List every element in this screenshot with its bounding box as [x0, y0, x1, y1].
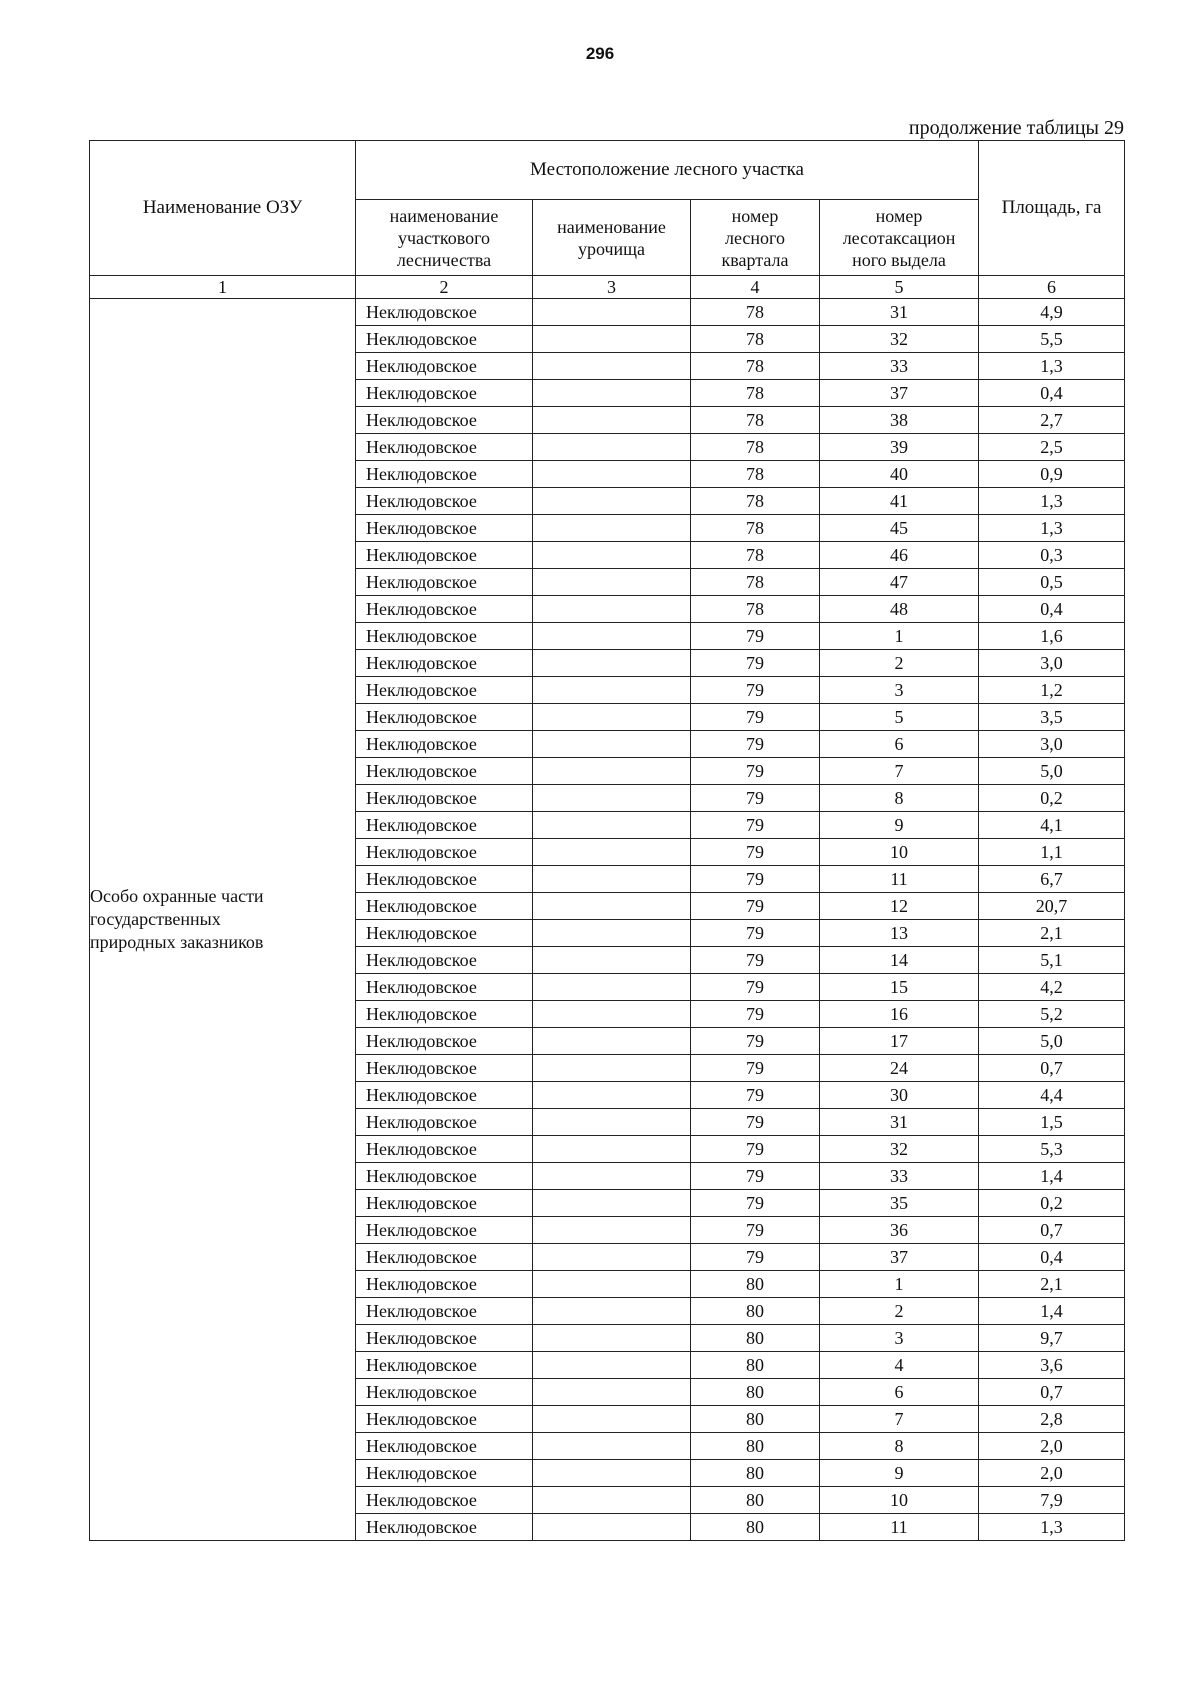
- header-location-group: Местоположение лесного участка: [356, 141, 979, 200]
- tract-cell: [533, 1352, 691, 1379]
- forestry-cell: Неклюдовское: [356, 974, 533, 1001]
- quarter-cell: 78: [691, 596, 820, 623]
- quarter-cell: 79: [691, 677, 820, 704]
- allotment-cell: 2: [820, 1298, 979, 1325]
- area-cell: 1,3: [979, 353, 1125, 380]
- tract-cell: [533, 731, 691, 758]
- header-ozu-name: Наименование ОЗУ: [90, 141, 356, 276]
- forestry-cell: Неклюдовское: [356, 1433, 533, 1460]
- area-cell: 1,3: [979, 515, 1125, 542]
- tract-cell: [533, 542, 691, 569]
- tract-cell: [533, 434, 691, 461]
- tract-cell: [533, 596, 691, 623]
- forestry-cell: Неклюдовское: [356, 1082, 533, 1109]
- allotment-cell: 16: [820, 1001, 979, 1028]
- quarter-cell: 79: [691, 704, 820, 731]
- column-number: 2: [356, 276, 533, 299]
- forestry-cell: Неклюдовское: [356, 1271, 533, 1298]
- forestry-cell: Неклюдовское: [356, 461, 533, 488]
- header-allotment-line: ного выдела: [852, 249, 946, 270]
- allotment-cell: 46: [820, 542, 979, 569]
- quarter-cell: 80: [691, 1352, 820, 1379]
- tract-cell: [533, 380, 691, 407]
- header-allotment-line: номер: [875, 205, 923, 226]
- tract-cell: [533, 866, 691, 893]
- forestry-cell: Неклюдовское: [356, 569, 533, 596]
- quarter-cell: 79: [691, 866, 820, 893]
- allotment-cell: 45: [820, 515, 979, 542]
- allotment-cell: 35: [820, 1190, 979, 1217]
- tract-cell: [533, 623, 691, 650]
- allotment-cell: 15: [820, 974, 979, 1001]
- header-quarter-line: квартала: [721, 249, 789, 270]
- tract-cell: [533, 299, 691, 326]
- area-cell: 5,2: [979, 1001, 1125, 1028]
- forestry-cell: Неклюдовское: [356, 893, 533, 920]
- quarter-cell: 78: [691, 434, 820, 461]
- forestry-cell: Неклюдовское: [356, 758, 533, 785]
- forestry-cell: Неклюдовское: [356, 866, 533, 893]
- area-cell: 1,5: [979, 1109, 1125, 1136]
- header-quarter: [691, 200, 820, 276]
- forestry-cell: Неклюдовское: [356, 1001, 533, 1028]
- ozu-name-line: природных заказников: [90, 932, 264, 952]
- area-cell: 2,8: [979, 1406, 1125, 1433]
- allotment-cell: 32: [820, 326, 979, 353]
- tract-cell: [533, 1055, 691, 1082]
- forestry-cell: Неклюдовское: [356, 515, 533, 542]
- area-cell: 5,1: [979, 947, 1125, 974]
- tract-cell: [533, 1433, 691, 1460]
- quarter-cell: 79: [691, 1217, 820, 1244]
- quarter-cell: 80: [691, 1298, 820, 1325]
- allotment-cell: 14: [820, 947, 979, 974]
- forestry-cell: Неклюдовское: [356, 353, 533, 380]
- forestry-cell: Неклюдовское: [356, 947, 533, 974]
- forestry-cell: Неклюдовское: [356, 704, 533, 731]
- forestry-cell: Неклюдовское: [356, 542, 533, 569]
- tract-cell: [533, 1028, 691, 1055]
- area-cell: 4,1: [979, 812, 1125, 839]
- quarter-cell: 79: [691, 1244, 820, 1271]
- quarter-cell: 78: [691, 569, 820, 596]
- tract-cell: [533, 758, 691, 785]
- table-body: [90, 299, 1125, 1541]
- allotment-cell: 31: [820, 1109, 979, 1136]
- forestry-cell: Неклюдовское: [356, 1190, 533, 1217]
- area-cell: 3,0: [979, 731, 1125, 758]
- allotment-cell: 31: [820, 299, 979, 326]
- tract-cell: [533, 920, 691, 947]
- area-cell: 3,5: [979, 704, 1125, 731]
- allotment-cell: 8: [820, 785, 979, 812]
- quarter-cell: 79: [691, 1082, 820, 1109]
- tract-cell: [533, 893, 691, 920]
- quarter-cell: 78: [691, 299, 820, 326]
- tract-cell: [533, 1190, 691, 1217]
- header-allotment-line: лесотаксацион: [842, 227, 956, 248]
- tract-cell: [533, 353, 691, 380]
- tract-cell: [533, 1325, 691, 1352]
- forestry-cell: Неклюдовское: [356, 488, 533, 515]
- forestry-cell: Неклюдовское: [356, 623, 533, 650]
- quarter-cell: 79: [691, 1055, 820, 1082]
- quarter-cell: 79: [691, 947, 820, 974]
- quarter-cell: 80: [691, 1379, 820, 1406]
- tract-cell: [533, 1406, 691, 1433]
- tract-cell: [533, 785, 691, 812]
- column-number: 1: [90, 276, 356, 299]
- area-cell: 0,7: [979, 1379, 1125, 1406]
- tract-cell: [533, 1082, 691, 1109]
- forestry-cell: Неклюдовское: [356, 839, 533, 866]
- allotment-cell: 32: [820, 1136, 979, 1163]
- quarter-cell: 79: [691, 839, 820, 866]
- forestry-cell: Неклюдовское: [356, 434, 533, 461]
- allotment-cell: 11: [820, 1514, 979, 1541]
- forestry-cell: Неклюдовское: [356, 299, 533, 326]
- forestry-cell: Неклюдовское: [356, 1460, 533, 1487]
- allotment-cell: 39: [820, 434, 979, 461]
- column-number: 5: [820, 276, 979, 299]
- quarter-cell: 80: [691, 1487, 820, 1514]
- allotment-cell: 7: [820, 1406, 979, 1433]
- forestry-cell: Неклюдовское: [356, 1406, 533, 1433]
- header-area: Площадь, га: [979, 141, 1125, 276]
- tract-cell: [533, 1271, 691, 1298]
- area-cell: 0,9: [979, 461, 1125, 488]
- allotment-cell: 8: [820, 1433, 979, 1460]
- tract-cell: [533, 1217, 691, 1244]
- forestry-cell: Неклюдовское: [356, 1298, 533, 1325]
- area-cell: 4,4: [979, 1082, 1125, 1109]
- tract-cell: [533, 1109, 691, 1136]
- allotment-cell: 48: [820, 596, 979, 623]
- page-number: 296: [585, 44, 615, 63]
- tract-cell: [533, 974, 691, 1001]
- allotment-cell: 30: [820, 1082, 979, 1109]
- quarter-cell: 78: [691, 488, 820, 515]
- quarter-cell: 80: [691, 1271, 820, 1298]
- area-cell: 4,2: [979, 974, 1125, 1001]
- tract-cell: [533, 650, 691, 677]
- allotment-cell: 6: [820, 1379, 979, 1406]
- allotment-cell: 3: [820, 1325, 979, 1352]
- quarter-cell: 79: [691, 1001, 820, 1028]
- tract-cell: [533, 677, 691, 704]
- area-cell: 3,6: [979, 1352, 1125, 1379]
- forestry-cell: Неклюдовское: [356, 596, 533, 623]
- forestry-cell: Неклюдовское: [356, 1352, 533, 1379]
- allotment-cell: 24: [820, 1055, 979, 1082]
- area-cell: 1,6: [979, 623, 1125, 650]
- area-cell: 5,5: [979, 326, 1125, 353]
- allotment-cell: 4: [820, 1352, 979, 1379]
- quarter-cell: 79: [691, 731, 820, 758]
- table-row: [90, 299, 1125, 326]
- allotment-cell: 1: [820, 623, 979, 650]
- allotment-cell: 9: [820, 1460, 979, 1487]
- column-number-row: [90, 276, 1125, 299]
- ozu-name-line: Особо охранные части: [90, 886, 264, 906]
- tract-cell: [533, 461, 691, 488]
- area-cell: 0,4: [979, 596, 1125, 623]
- area-cell: 0,7: [979, 1055, 1125, 1082]
- area-cell: 2,5: [979, 434, 1125, 461]
- forestry-cell: Неклюдовское: [356, 380, 533, 407]
- forestry-cell: Неклюдовское: [356, 650, 533, 677]
- tract-cell: [533, 326, 691, 353]
- header-forestry-line: лесничества: [396, 249, 492, 270]
- allotment-cell: 13: [820, 920, 979, 947]
- tract-cell: [533, 1460, 691, 1487]
- allotment-cell: 3: [820, 677, 979, 704]
- area-cell: 0,2: [979, 785, 1125, 812]
- tract-cell: [533, 407, 691, 434]
- forestry-cell: Неклюдовское: [356, 920, 533, 947]
- area-cell: 2,1: [979, 920, 1125, 947]
- forestry-cell: Неклюдовское: [356, 677, 533, 704]
- area-cell: 1,4: [979, 1298, 1125, 1325]
- quarter-cell: 78: [691, 353, 820, 380]
- allotment-cell: 38: [820, 407, 979, 434]
- allotment-cell: 37: [820, 380, 979, 407]
- area-cell: 6,7: [979, 866, 1125, 893]
- allotment-cell: 33: [820, 353, 979, 380]
- forestry-cell: Неклюдовское: [356, 1514, 533, 1541]
- allotment-cell: 40: [820, 461, 979, 488]
- tract-cell: [533, 1136, 691, 1163]
- area-cell: 2,0: [979, 1460, 1125, 1487]
- allotment-cell: 11: [820, 866, 979, 893]
- quarter-cell: 80: [691, 1325, 820, 1352]
- allotment-cell: 37: [820, 1244, 979, 1271]
- quarter-cell: 78: [691, 461, 820, 488]
- ozu-name-line: государственных: [90, 909, 221, 929]
- quarter-cell: 80: [691, 1514, 820, 1541]
- header-quarter-line: лесного: [725, 227, 785, 248]
- quarter-cell: 79: [691, 893, 820, 920]
- header-allotment: [820, 200, 979, 276]
- quarter-cell: 79: [691, 623, 820, 650]
- quarter-cell: 78: [691, 407, 820, 434]
- quarter-cell: 79: [691, 785, 820, 812]
- area-cell: 2,1: [979, 1271, 1125, 1298]
- quarter-cell: 78: [691, 326, 820, 353]
- forestry-cell: Неклюдовское: [356, 1244, 533, 1271]
- allotment-cell: 7: [820, 758, 979, 785]
- forestry-cell: Неклюдовское: [356, 1028, 533, 1055]
- quarter-cell: 79: [691, 758, 820, 785]
- forestry-cell: Неклюдовское: [356, 731, 533, 758]
- header-forestry-line: наименование: [389, 205, 499, 226]
- allotment-cell: 10: [820, 1487, 979, 1514]
- tract-cell: [533, 515, 691, 542]
- allotment-cell: 17: [820, 1028, 979, 1055]
- tract-cell: [533, 812, 691, 839]
- header-tract-line: урочища: [577, 238, 646, 259]
- column-number: 3: [533, 276, 691, 299]
- tract-cell: [533, 1244, 691, 1271]
- quarter-cell: 79: [691, 920, 820, 947]
- allotment-cell: 6: [820, 731, 979, 758]
- area-cell: 4,9: [979, 299, 1125, 326]
- area-cell: 1,3: [979, 488, 1125, 515]
- quarter-cell: 79: [691, 1028, 820, 1055]
- header-forestry-line: участкового: [397, 227, 491, 248]
- area-cell: 1,1: [979, 839, 1125, 866]
- tract-cell: [533, 1487, 691, 1514]
- area-cell: 1,2: [979, 677, 1125, 704]
- column-number: 6: [979, 276, 1125, 299]
- forestry-cell: Неклюдовское: [356, 1055, 533, 1082]
- allotment-cell: 47: [820, 569, 979, 596]
- tract-cell: [533, 1163, 691, 1190]
- forestry-cell: Неклюдовское: [356, 1163, 533, 1190]
- tract-cell: [533, 1298, 691, 1325]
- quarter-cell: 79: [691, 974, 820, 1001]
- tract-cell: [533, 839, 691, 866]
- forestry-cell: Неклюдовское: [356, 1217, 533, 1244]
- header-quarter-line: номер: [731, 205, 779, 226]
- ozu-name-cell: [90, 299, 356, 1541]
- forestry-cell: Неклюдовское: [356, 1109, 533, 1136]
- allotment-cell: 10: [820, 839, 979, 866]
- area-cell: 2,0: [979, 1433, 1125, 1460]
- tract-cell: [533, 947, 691, 974]
- forestry-cell: Неклюдовское: [356, 1379, 533, 1406]
- quarter-cell: 80: [691, 1433, 820, 1460]
- area-cell: 5,0: [979, 758, 1125, 785]
- tract-cell: [533, 569, 691, 596]
- ozu-table: [89, 140, 1125, 1541]
- allotment-cell: 5: [820, 704, 979, 731]
- tract-cell: [533, 1514, 691, 1541]
- quarter-cell: 78: [691, 542, 820, 569]
- area-cell: 9,7: [979, 1325, 1125, 1352]
- forestry-cell: Неклюдовское: [356, 1325, 533, 1352]
- allotment-cell: 2: [820, 650, 979, 677]
- quarter-cell: 79: [691, 1136, 820, 1163]
- area-cell: 5,0: [979, 1028, 1125, 1055]
- area-cell: 1,4: [979, 1163, 1125, 1190]
- table-continuation-label: продолжение таблицы 29: [908, 117, 1124, 139]
- header-tract: [533, 200, 691, 276]
- quarter-cell: 78: [691, 380, 820, 407]
- area-cell: 5,3: [979, 1136, 1125, 1163]
- forestry-cell: Неклюдовское: [356, 1136, 533, 1163]
- quarter-cell: 78: [691, 515, 820, 542]
- area-cell: 3,0: [979, 650, 1125, 677]
- allotment-cell: 9: [820, 812, 979, 839]
- allotment-cell: 12: [820, 893, 979, 920]
- area-cell: 0,2: [979, 1190, 1125, 1217]
- column-number: 4: [691, 276, 820, 299]
- allotment-cell: 41: [820, 488, 979, 515]
- area-cell: 0,4: [979, 1244, 1125, 1271]
- forestry-cell: Неклюдовское: [356, 785, 533, 812]
- header-forestry: [356, 200, 533, 276]
- forestry-cell: Неклюдовское: [356, 812, 533, 839]
- forestry-cell: Неклюдовское: [356, 407, 533, 434]
- quarter-cell: 80: [691, 1460, 820, 1487]
- tract-cell: [533, 1379, 691, 1406]
- allotment-cell: 1: [820, 1271, 979, 1298]
- area-cell: 0,3: [979, 542, 1125, 569]
- area-cell: 1,3: [979, 1514, 1125, 1541]
- quarter-cell: 79: [691, 1163, 820, 1190]
- quarter-cell: 79: [691, 1190, 820, 1217]
- area-cell: 0,7: [979, 1217, 1125, 1244]
- header-tract-line: наименование: [557, 216, 666, 237]
- area-cell: 7,9: [979, 1487, 1125, 1514]
- tract-cell: [533, 1001, 691, 1028]
- allotment-cell: 36: [820, 1217, 979, 1244]
- quarter-cell: 79: [691, 650, 820, 677]
- quarter-cell: 79: [691, 1109, 820, 1136]
- quarter-cell: 79: [691, 812, 820, 839]
- quarter-cell: 80: [691, 1406, 820, 1433]
- forestry-cell: Неклюдовское: [356, 1487, 533, 1514]
- area-cell: 0,4: [979, 380, 1125, 407]
- tract-cell: [533, 704, 691, 731]
- forestry-cell: Неклюдовское: [356, 326, 533, 353]
- allotment-cell: 33: [820, 1163, 979, 1190]
- area-cell: 2,7: [979, 407, 1125, 434]
- tract-cell: [533, 488, 691, 515]
- area-cell: 20,7: [979, 893, 1125, 920]
- area-cell: 0,5: [979, 569, 1125, 596]
